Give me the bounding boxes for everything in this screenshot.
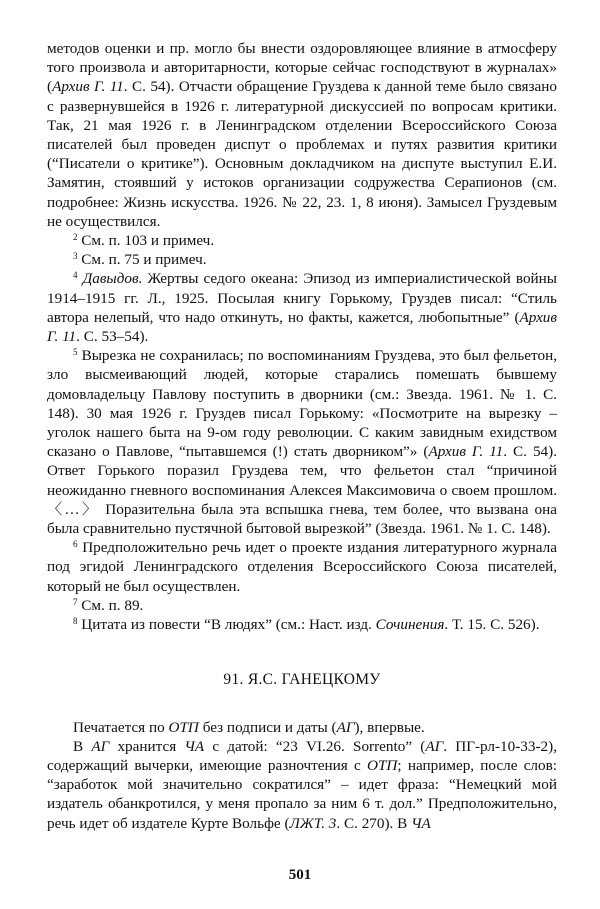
- note-continuation: методов оценки и пр. могло бы внести оздоровляющее влияние в атмосферу того произвола и авторитарности, которые сейчас господствуют в журналах» (Архив Г. 11. С. 54). Отчасти обращение Груздева к данной теме было связано с развернувшейся в 1926 г. литературной дискуссией по вопросам критики. Так, 21 мая 1926 г. в Ленинградском отделении Всероссийского Союза писателей был проведен диспут о проблемах и путях развития критики (“Писатели о критике”). Основным докладчиком на диспуте выступил Е.И. Замятин, стоявший у истоков организации содружества Серапионов (см. подробнее: Жизнь искусства. 1926. № 22, 23. 1, 8 июня). Замысел Груздевым не осуществился.: [47, 40, 557, 230]
- page-number: 501: [288, 867, 312, 883]
- body-paragraph-2: В АГ хранится ЧА с датой: “23 VI.26. Sorrento” (АГ. ПГ-рл-10-33-2), содержащий вычерки, имеющие разночтения с ОТП; например, после слов: “заработок мой значительно сократился” – идет фраза: “Немецкий мой издатель обанкротился, у меня пропало за ним 6 т. дол.” Предположительно, речь идет об издателе Курте Вольфе (ЛЖТ. 3. С. 270). В ЧА: [47, 737, 557, 832]
- footnote-8: $^8$ Цитата из повести “В людях” (см.: Наст. изд. Сочинения. Т. 15. С. 526).: [73, 616, 540, 634]
- footnote-6: $^6$ Предположительно речь идет о проекте издания литературного журнала под эгидой Ленинградского отделения Всероссийского Союза писателей, который не был осуществлен.: [47, 539, 557, 595]
- section-heading: 91. Я.С. ГАНЕЦКОМУ: [223, 671, 381, 689]
- text-column: [47, 39, 557, 833]
- footnote-7: $^7$ См. п. 89.: [73, 596, 144, 614]
- footnote-2: $^2$ См. п. 103 и примеч.: [73, 232, 215, 250]
- footnote-4: $^4$ Давыдов. Жертвы седого океана: Эпизод из империалистической войны 1914–1915 гг. Л., 1925. Посылая книгу Горькому, Груздев писал: “Стиль автора нелепый, что надо откинуть, но факты, кажется, любопытные” (Архив Г. 11. С. 53–54).: [47, 270, 557, 346]
- footnote-3: $^3$ См. п. 75 и примеч.: [73, 251, 207, 269]
- footnote-5: $^5$ Вырезка не сохранилась; по воспоминаниям Груздева, это был фельетон, зло высмеивающий людей, которые старались помешать бывшему домовладельцу Павлову поступить в дворники (см.: Звезда. 1961. № 1. С. 148). 30 мая 1926 г. Груздев писал Горькому: «Посмотрите на вырезку – уголок нашего быта на 9-ом году революции. С каким завидным ехидством сказано о Павлове, “пытавшемся (!) стать дворником”» (Архив Г. 11. С. 54). Ответ Горького поразил Груздева тем, что фельетон стал “причиной неожиданно гневного воспоминания Алексея Максимовича о своем прошлом. 〈…〉 Поразительна была эта вспышка гнева, тем более, что вызвана она была сравнительно пустячной бытовой вырезкой” (Звезда. 1961. № 1. С. 148).: [47, 347, 557, 538]
- body-paragraph-1: Печатается по ОТП без подписи и даты (АГ), впервые.: [73, 718, 425, 736]
